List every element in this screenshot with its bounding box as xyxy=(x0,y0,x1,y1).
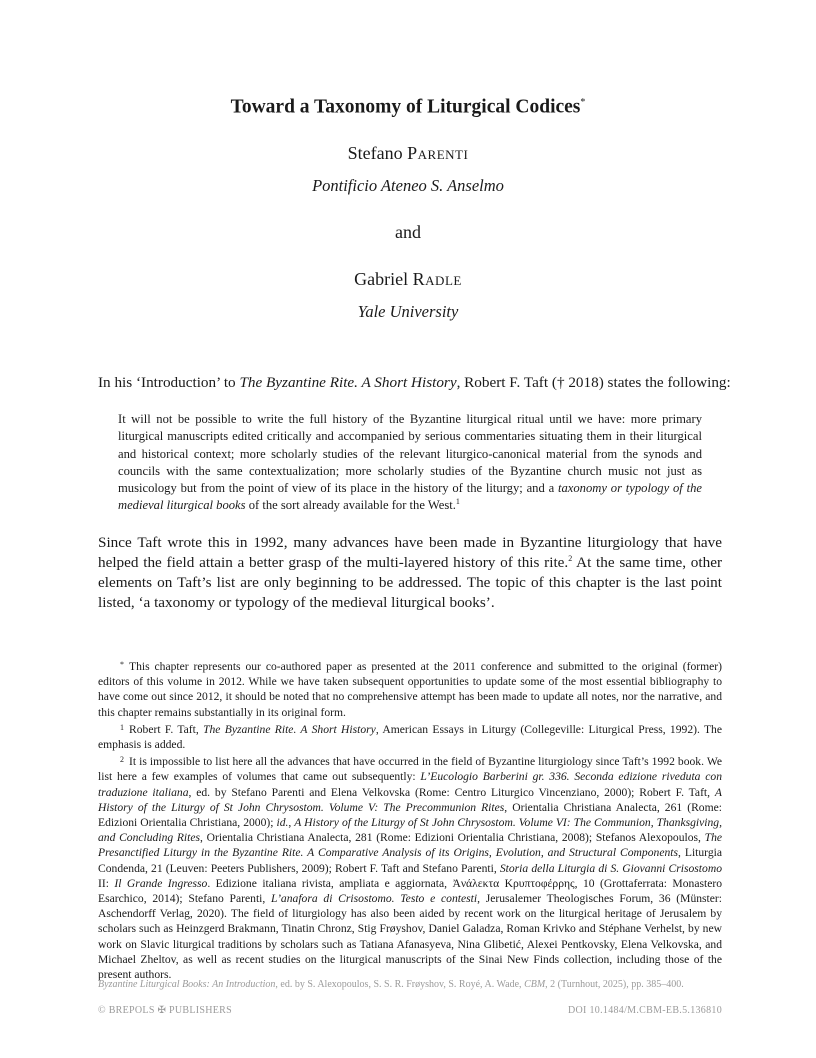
footnote-star-mark: * xyxy=(120,660,124,669)
footnote-star xyxy=(98,657,722,720)
footnote-1-text: Robert F. Taft, xyxy=(129,722,204,736)
footnote-2-work: A History of the Liturgy of St John Chrysostom. Volume VI: The Communion, Thanksgiving, and Concluding Rites xyxy=(98,816,723,845)
author-1-last-name: Parenti xyxy=(407,143,469,163)
footnote-2-work: L’Eucologio Barberini gr. 336. Seconda edizione riveduta con traduzione italiana xyxy=(98,770,722,799)
citation-series: CBM xyxy=(524,979,546,990)
quote-emphasis: taxonomy or typology of the medieval liturgical books xyxy=(118,481,702,513)
doi-link[interactable]: DOI 10.1484/M.CBM-EB.5.136810 xyxy=(568,1005,722,1016)
footnote-1 xyxy=(98,720,722,752)
footnote-2-work: L’anafora di Crisostomo. Testo e contesti xyxy=(271,892,478,906)
footnote-1-text-end: , American Essays in Liturgy (Collegeville: Liturgical Press, 1992). The emphasis is added. xyxy=(98,722,722,752)
citation-details: , 2 (Turnhout, 2025), pp. 385–400. xyxy=(545,979,684,990)
footnote-2-text: , ed. by Stefano Parenti and Elena Velkovska (Rome: Centro Liturgico Vincenziano, 2000); Robert F. Taft, xyxy=(188,785,715,799)
footnote-2-text: , xyxy=(288,816,295,830)
intro-text-end: , Robert F. Taft († 2018) states the following: xyxy=(456,374,731,391)
footnote-2-work: A History of the Liturgy of St John Chrysostom. Volume V: The Precommunion Rites xyxy=(98,785,722,814)
footnotes xyxy=(98,657,722,982)
footnote-1-book: The Byzantine Rite. A Short History xyxy=(203,722,376,736)
affiliation-1: Pontificio Ateneo S. Anselmo xyxy=(312,176,504,195)
volume-citation xyxy=(98,978,722,991)
footnote-ref-1[interactable]: 1 xyxy=(455,497,460,507)
publisher-imprint: © BREPOLS ✠ PUBLISHERS xyxy=(98,1005,232,1016)
body-paragraph xyxy=(98,533,722,613)
intro-book-title: The Byzantine Rite. A Short History xyxy=(239,374,457,391)
footnote-2-text: . Edizione italiana rivista, ampliata e aggiornata, Ἀνάλεκτα Κρυπτοφέρρης, 10 (Grottaferrata: Monastero Esarchico, 2014); Stefano Parenti, xyxy=(98,876,723,906)
title-footnote-mark[interactable]: * xyxy=(580,97,586,108)
footnote-2-text: , Orientalia Christiana Analecta, 261 (Rome: Edizioni Orientalia Christiana, 2000); xyxy=(98,800,722,830)
citation-editors: , ed. by S. Alexopoulos, S. S. R. Frøyshov, S. Royé, A. Wade, xyxy=(275,979,525,990)
footnote-2-text: II: xyxy=(98,876,115,890)
body-text-start: Since Taft wrote this in 1992, many advances have been made in Byzantine liturgiology that have helped the field attain a better grasp of the multi-layered history of this rite. xyxy=(98,534,722,572)
intro-text-start: In his ‘Introduction’ to xyxy=(98,374,240,391)
title-text: Toward a Taxonomy of Liturgical Codices xyxy=(230,96,581,118)
footnote-2-text: It is impossible to list here all the advances that have occurred in the field of Byzantine liturgiology since Taft’s 1992 book. We list here a few examples of volumes that came out subsequently: xyxy=(98,755,722,784)
footnote-2-text: , Orientalia Christiana Analecta, 281 (Rome: Edizioni Orientalia Christiana, 2008); Stefanos Alexopoulos, xyxy=(200,831,705,845)
footnote-2 xyxy=(98,752,722,982)
footnote-ref-2[interactable]: 2 xyxy=(568,554,573,564)
footnote-2-work: Storia della Liturgia di S. Giovanni Crisostomo xyxy=(499,861,722,875)
author-2 xyxy=(0,268,816,290)
block-quote xyxy=(118,411,702,515)
author-2-last-name: Radle xyxy=(412,269,462,289)
footnote-2-mark: 2 xyxy=(120,755,124,765)
affiliation-2: Yale University xyxy=(357,302,459,321)
footnote-2-text: , Liturgia Condenda, 21 (Leuven: Peeters Publishers, 2009); Robert F. Taft and Stefano Parenti, xyxy=(98,846,723,875)
author-1 xyxy=(0,142,816,164)
footnote-2-work: The Presanctified Liturgy in the Byzantine Rite. A Comparative Analysis of its Origins, Evolution, and Structural Components xyxy=(98,831,723,860)
footnote-1-mark: 1 xyxy=(120,722,124,732)
author-conjunction: and xyxy=(395,222,421,242)
citation-volume-title: Byzantine Liturgical Books: An Introduction xyxy=(98,979,276,990)
intro-paragraph xyxy=(98,373,731,393)
footnote-star-text: This chapter represents our co-authored paper as presented at the 2011 conference and submitted to the original (former) editors of this volume in 2012. While we have taken subsequent opportunities to update some of the most essential bibliography to have come out since 2012, it should be noted that no comprehensive attempt has been made to update all notes, nor the narrative, and this chapter remains substantially in its original form. xyxy=(98,660,722,719)
quote-text-end: of the sort already available for the West. xyxy=(245,498,456,513)
footnote-2-abbrev: id. xyxy=(276,816,289,830)
quote-text: It will not be possible to write the full history of the Byzantine liturgical ritual until we have: more primary liturgical manuscripts edited critically and accompanied by serious commentaries situating them in their liturgical and historical context; more scholarly studies of the relevant liturgico-canonical material from the synods and councils with the same contextualization; more scholarly studies of the Byzantine church music not just as musicology but from the point of view of its place in the history of the liturgy; and a xyxy=(118,412,702,496)
body-text-end: At the same time, other elements on Taft’s list are only beginning to be addressed. The topic of this chapter is the last point listed, ‘a taxonomy or typology of the medieval liturgical books’. xyxy=(98,554,722,612)
author-2-first-name: Gabriel xyxy=(354,269,409,289)
chapter-title xyxy=(0,91,816,120)
footnote-2-work: Il Grande Ingresso xyxy=(114,876,208,890)
footnote-2-text: , Jerusalemer Theologisches Forum, 36 (Münster: Aschendorff Verlag, 2020). The field of liturgiology has also been aided by recent work on the liturgical heritage of Jerusalem by scholars such as Heinzgerd Brakmann, Tinatin Chronz, Stig Frøyshov, Daniel Galadza, Roman Krivko and Stéphane Verhelst, by new work on Slavic liturgical traditions by scholars such as Tatiana Afanasyeva, Nina Glibetić, Alexei Pentkovsky, Elena Velkovska, and Michael Zheltov, as well as recent studies on the liturgical manuscripts of the Sinai New Finds collection, including those of the present authors. xyxy=(98,892,723,982)
author-1-first-name: Stefano xyxy=(347,143,403,163)
